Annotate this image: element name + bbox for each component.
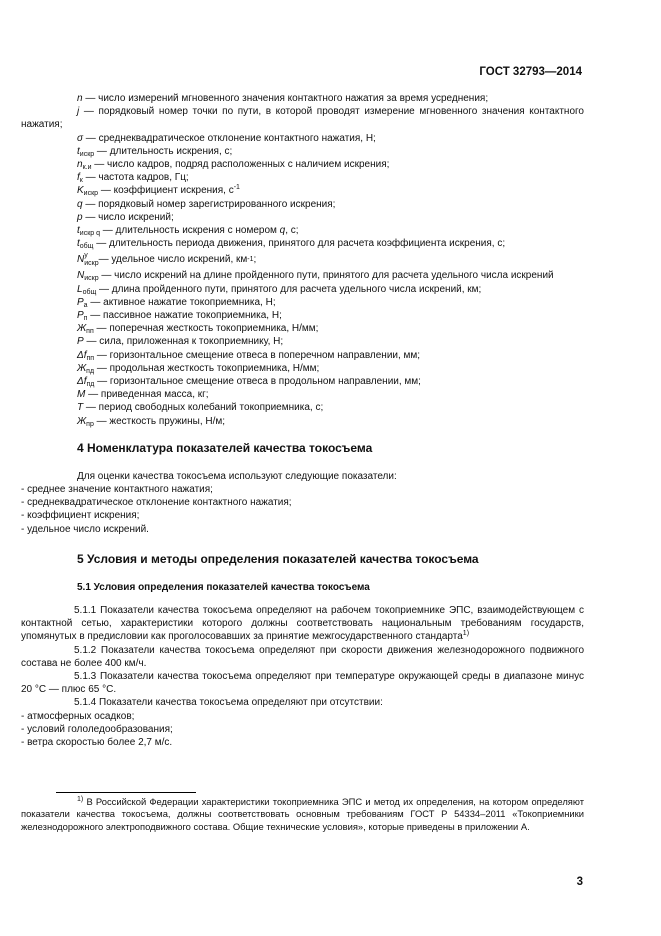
definition-symbol: T: [77, 402, 84, 414]
paragraph-5-1-4-text: 5.1.4 Показатели качества токосъема определяют при отсутствии:: [74, 697, 383, 709]
definition-row: N у искр — удельное число искрений, км -1 ;: [77, 251, 257, 267]
footnote-mark: 1): [77, 796, 84, 803]
definition-row: [21, 184, 584, 197]
definition-symbol: M: [77, 389, 86, 401]
definition-tail: , с;: [285, 225, 299, 237]
paragraph-5-1-2: [21, 644, 584, 670]
definition-symbol: N: [77, 254, 85, 266]
definition-subscript: п: [83, 315, 88, 323]
definition-text: — число измерений мгновенного значения контактного нажатия за время усреднения;: [82, 93, 489, 104]
definition-text: — среднеквадратическое отклонение контактного нажатия, Н;: [83, 132, 376, 144]
page-content: [21, 92, 584, 749]
definition-row: [21, 415, 584, 428]
page-number: 3: [576, 876, 583, 888]
unit-exponent: -1: [233, 184, 240, 192]
definition-symbol: n: [77, 93, 83, 104]
definition-text: — горизонтальное смещение отвеса в поперечном направлении, мм;: [94, 349, 421, 361]
definition-subscript: искр: [79, 150, 95, 158]
definition-row: [21, 224, 584, 237]
definition-subscript: пп: [86, 354, 95, 362]
definition-symbol: N: [77, 270, 85, 282]
definition-symbol: L: [77, 283, 83, 295]
definition-text: — порядковый номер точки по пути, в которой проводят измерение мгновенного значения контактного нажатия;: [21, 106, 584, 131]
definition-symbol: P: [77, 310, 84, 322]
footnote: [21, 796, 584, 833]
definition-text: — длительность искрения с номером: [100, 225, 280, 237]
definition-symbol: p: [77, 211, 83, 223]
definition-symbol: t: [77, 238, 80, 250]
paragraph-5-1-4: [21, 696, 584, 709]
paragraph-5-1-2-text: 5.1.2 Показатели качества токосъема определяют при скорости движения железнодорожного подвижного состава не более 400 км/ч.: [21, 644, 584, 669]
definition-row: [21, 171, 584, 184]
section-4-title: 4 Номенклатура показателей качества токосъема: [77, 440, 373, 455]
definition-text: — период свободных колебаний токоприемника, с;: [83, 402, 324, 414]
definition-row: [21, 401, 584, 414]
definition-text: — поперечная жесткость токоприемника, Н/мм;: [93, 323, 319, 335]
definition-text: — пассивное нажатие токоприемника, Н;: [87, 310, 282, 322]
section-4-item: - коэффициент искрения;: [21, 510, 140, 522]
footnote-ref: 1): [462, 630, 470, 638]
definition-subscript: искр: [83, 190, 99, 198]
definition-row: [21, 283, 584, 296]
definition-text: — приведенная масса, кг;: [85, 389, 209, 401]
section-5-title: 5 Условия и методы определения показателей качества токосъема: [77, 551, 479, 566]
definition-subscript: а: [83, 301, 88, 309]
definition-row: [21, 237, 584, 250]
definition-subscript: искр q: [79, 230, 100, 238]
definition-row: [21, 92, 584, 105]
definition-symbol: n: [77, 159, 83, 171]
definition-symbol: Ж: [77, 362, 87, 374]
definition-text: — горизонтальное смещение отвеса в продольном направлении, мм;: [94, 376, 421, 388]
paragraph-5-1-1-text: 5.1.1 Показатели качества токосъема определяют на рабочем токоприемнике ЭПС, взаимодействующем с контактной сетью, характеристики которого должны соответствовать национальным требованиям государств, упомянутых в предисловии как проголосовавших за принятие межгосударственного стандарта: [21, 604, 584, 643]
definition-subscript: пд: [86, 381, 95, 389]
definition-symbol: q: [77, 198, 83, 210]
definition-text: — порядковый номер зарегистрированного искрения;: [82, 198, 336, 210]
definition-symbol: P: [77, 336, 84, 348]
definition-text: — число искрений на длине пройденного пути, принятого для расчета удельного числа искрений: [98, 270, 554, 282]
definition-symbol: σ: [77, 132, 84, 144]
definition-symbol: j: [77, 106, 80, 118]
section-5-item: - ветра скоростью более 2,7 м/с.: [21, 736, 173, 748]
definition-symbol: Δf: [77, 376, 87, 388]
definition-superscript: у: [84, 251, 88, 259]
definition-text: — жесткость пружины, Н/м;: [93, 415, 226, 427]
definition-text: — продольная жесткость токоприемника, Н/мм;: [94, 362, 320, 374]
definition-subscript: к.и: [82, 164, 92, 172]
definition-text: — активное нажатие токоприемника, Н;: [87, 296, 276, 308]
definition-row: [21, 388, 584, 401]
section-5-item: - условий гололедообразования;: [21, 723, 173, 735]
definition-row: [21, 105, 584, 131]
definition-row: [21, 362, 584, 375]
definition-row: [21, 158, 584, 171]
definition-subscript: к: [79, 177, 83, 185]
footnote-divider: [56, 792, 196, 793]
definition-row: [21, 145, 584, 158]
definition-tail: ;: [253, 254, 257, 266]
section-4-intro: Для оценки качества токосъема используют следующие показатели:: [77, 470, 397, 482]
subsection-5-1-title: 5.1 Условия определения показателей качества токосъема: [77, 581, 370, 593]
definition-symbol: P: [77, 296, 84, 308]
definition-symbol: t: [77, 145, 80, 157]
definition-text: — коэффициент искрения, с: [98, 185, 234, 197]
definition-text: — число искрений;: [82, 211, 174, 223]
definition-row: [21, 211, 584, 224]
section-4-item: - удельное число искрений.: [21, 523, 149, 535]
definition-text: — длительность периода движения, принятого для расчета коэффициента искрения, с;: [93, 238, 506, 250]
definition-symbol: Ж: [77, 415, 87, 427]
definition-row: [21, 132, 584, 145]
definition-symbol: K: [77, 185, 84, 197]
definition-text: — удельное число искрений, км: [98, 254, 248, 266]
document-code: ГОСТ 32793—2014: [479, 66, 582, 78]
definition-subscript: общ: [79, 243, 94, 251]
paragraph-5-1-3: [21, 670, 584, 696]
definition-row: [21, 322, 584, 335]
paragraph-5-1-1: [21, 604, 584, 644]
definition-symbol: Δf: [77, 349, 87, 361]
definition-subscript: искр: [84, 259, 99, 267]
definition-row: [21, 349, 584, 362]
symbol-definitions: [21, 92, 584, 428]
section-4-item: - среднеквадратическое отклонение контактного нажатия;: [21, 497, 292, 509]
definition-text: — длительность искрения, с;: [94, 145, 233, 157]
definition-subscript: общ: [82, 288, 97, 296]
definition-text: — длина пройденного пути, принятого для расчета удельного числа искрений, км;: [96, 283, 482, 295]
definition-subscript: пр: [86, 420, 94, 428]
definition-row: [21, 309, 584, 322]
definition-row: [21, 269, 584, 282]
section-4-item: - среднее значение контактного нажатия;: [21, 484, 213, 496]
definition-index-stack: [84, 252, 98, 268]
definition-text: — частота кадров, Гц;: [82, 172, 189, 184]
definition-symbol: t: [77, 225, 80, 237]
definition-inline-symbol: q: [279, 225, 286, 237]
definition-row: [21, 198, 584, 211]
definition-symbol: f: [77, 172, 80, 184]
definition-subscript: пп: [86, 328, 94, 336]
definition-subscript: пд: [86, 367, 95, 375]
definition-row: [21, 335, 584, 348]
definition-subscript: искр: [84, 275, 99, 283]
footnote-text: В Российской Федерации характеристики токоприемника ЭПС и метод их определения, на котором определяют показатели качества токосъема, должны соответствовать основным требованиям ГОСТ Р 54334–2011 «Токоприемники железнодорожного электроподвижного состава. Общие технические условия», которые приведены в приложении А.: [21, 796, 584, 832]
definition-row: [21, 296, 584, 309]
paragraph-5-1-3-text: 5.1.3 Показатели качества токосъема определяют при температуре окружающей среды в диапазоне минус 20 °С — плюс 65 °С.: [21, 670, 584, 696]
definition-symbol: Ж: [77, 323, 87, 335]
section-5-item: - атмосферных осадков;: [21, 710, 135, 722]
definition-text: — сила, приложенная к токоприемнику, Н;: [83, 336, 284, 348]
definition-text: — число кадров, подряд расположенных с наличием искрения;: [91, 159, 390, 171]
definition-row: [21, 375, 584, 388]
